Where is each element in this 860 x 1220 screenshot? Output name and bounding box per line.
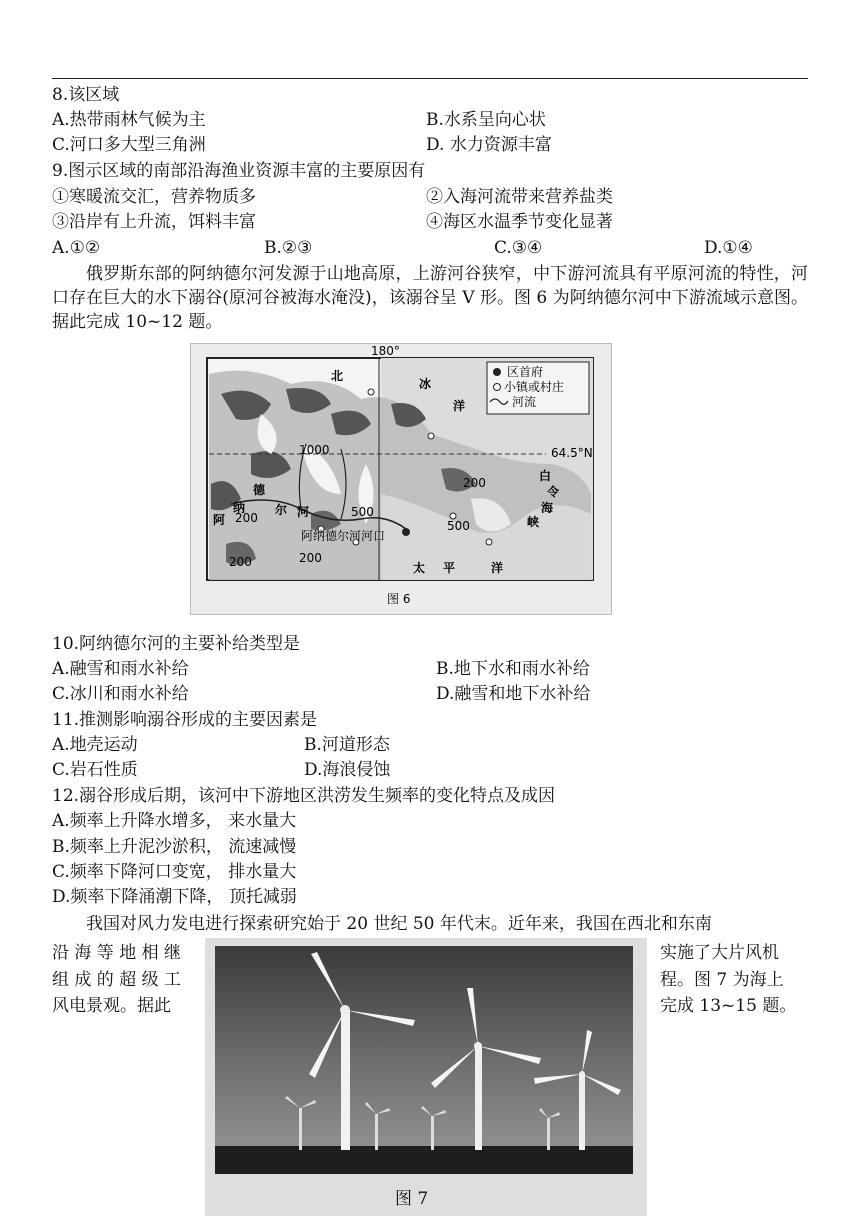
q11-option-b: B.河道形态 <box>304 735 390 755</box>
parallel-label: 64.5°N <box>551 446 593 460</box>
q12-option-b: B.频率上升泥沙淤积， 流速减慢 <box>52 837 297 857</box>
q8-stem: 8.该区域 <box>52 85 120 105</box>
label-er: 尔 <box>275 503 288 517</box>
label-xia: 峡 <box>527 515 540 529</box>
q10-option-d: D.融雪和地下水补给 <box>436 684 591 704</box>
label-ling: 令 <box>547 485 560 499</box>
passage-wind-line-3b: 程。图 7 为海上 <box>660 970 784 990</box>
q9-statement-4: ④海区水温季节变化显著 <box>426 212 613 232</box>
q9-statement-1: ①寒暖流交汇，营养物质多 <box>52 187 256 207</box>
passage-anadyr: 俄罗斯东部的阿纳德尔河发源于山地高原，上游河谷狭窄，中下游河流具有平原河流的特性，河口存在巨大的水下溺谷(原河谷被海水淹没)，该溺谷呈 V 形。图 6 为阿纳德尔河中下游流域示意图。据此完成 10~12 题。 <box>52 264 808 332</box>
contour-200-b: 200 <box>299 551 322 565</box>
q9-option-d: D.①④ <box>704 238 753 258</box>
q8-option-d: D. 水力资源丰富 <box>426 135 552 155</box>
label-hai: 海 <box>541 501 554 515</box>
meridian-label: 180° <box>371 344 400 358</box>
q10-option-c: C.冰川和雨水补给 <box>52 684 189 704</box>
label-na: 纳 <box>233 501 246 515</box>
sea <box>215 1146 633 1174</box>
q12-option-c: C.频率下降河口变宽， 排水量大 <box>52 862 297 882</box>
q9-option-a: A.①② <box>52 238 101 258</box>
contour-200-c: 200 <box>463 476 486 490</box>
contour-200-a: 200 <box>235 511 258 525</box>
q12-stem: 12.溺谷形成后期，该河中下游地区洪涝发生频率的变化特点及成因 <box>52 786 556 806</box>
passage-wind-line-3a: 组 成 的 超 级 工 <box>52 970 182 990</box>
passage-wind-line-2b: 实施了大片风机 <box>660 943 779 963</box>
q9-statement-3: ③沿岸有上升流，饵料丰富 <box>52 212 256 232</box>
passage-wind-line-2a: 沿 海 等 地 相 继 <box>52 943 182 963</box>
figure-7-caption: 图 7 <box>395 1189 429 1209</box>
q9-option-c: C.③④ <box>494 238 543 258</box>
legend-river-label: 河流 <box>512 395 537 409</box>
q12-option-d: D.频率下降涌潮下降， 顶托减弱 <box>52 887 297 907</box>
header-rule <box>52 78 808 79</box>
q8-option-b: B.水系呈向心状 <box>426 110 546 130</box>
q12-option-a: A.频率上升降水增多， 来水量大 <box>52 811 297 831</box>
contour-200-d: 200 <box>229 555 252 569</box>
district-capital-dot <box>402 528 410 536</box>
label-he: 河 <box>297 505 310 519</box>
figure-6-map <box>190 343 612 615</box>
q9-option-b: B.②③ <box>264 238 313 258</box>
q11-option-c: C.岩石性质 <box>52 760 138 780</box>
label-bing: 冰 <box>419 377 432 391</box>
legend-town-label: 小镇或村庄 <box>504 380 565 394</box>
q11-option-a: A.地壳运动 <box>52 735 138 755</box>
contour-500-a: 500 <box>351 505 374 519</box>
q9-stem: 9.图示区域的南部沿海渔业资源丰富的主要原因有 <box>52 161 426 181</box>
label-a: 阿 <box>213 513 226 527</box>
figure-7-photo <box>205 938 647 1216</box>
legend-capital-icon <box>493 368 501 376</box>
q10-option-b: B.地下水和雨水补给 <box>436 659 590 679</box>
label-bei: 北 <box>331 369 344 383</box>
q10-option-a: A.融雪和雨水补给 <box>52 659 189 679</box>
sky <box>215 946 633 1174</box>
q8-option-c: C.河口多大型三角洲 <box>52 135 206 155</box>
label-de: 德 <box>253 483 266 497</box>
legend-town-icon <box>494 384 501 391</box>
q9-statement-2: ②入海河流带来营养盐类 <box>426 187 613 207</box>
wind-farm-svg <box>205 938 647 1216</box>
label-river-mouth: 阿纳德尔河河口 <box>301 529 386 543</box>
passage-wind-line-1: 我国对风力发电进行探索研究始于 20 世纪 50 年代末。近年来，我国在西北和东南 <box>86 914 712 934</box>
passage-wind-line-4a: 风电景观。据此 <box>52 996 171 1016</box>
passage-wind-line-4b: 完成 13~15 题。 <box>660 996 797 1016</box>
q11-option-d: D.海浪侵蚀 <box>304 760 391 780</box>
label-tai: 太 <box>413 561 426 575</box>
label-yang2: 洋 <box>491 561 504 575</box>
label-yang: 洋 <box>453 399 466 413</box>
q10-stem: 10.阿纳德尔河的主要补给类型是 <box>52 634 301 654</box>
legend-capital-label: 区首府 <box>507 365 544 379</box>
contour-500-b: 500 <box>447 519 470 533</box>
label-bai: 白 <box>539 469 552 483</box>
figure-6-caption: 图 6 <box>387 592 411 606</box>
label-ping: 平 <box>443 561 456 575</box>
contour-1000: 1000 <box>299 443 330 457</box>
q11-stem: 11.推测影响溺谷形成的主要因素是 <box>52 710 318 730</box>
q8-option-a: A.热带雨林气候为主 <box>52 110 206 130</box>
map-svg <box>191 344 611 614</box>
